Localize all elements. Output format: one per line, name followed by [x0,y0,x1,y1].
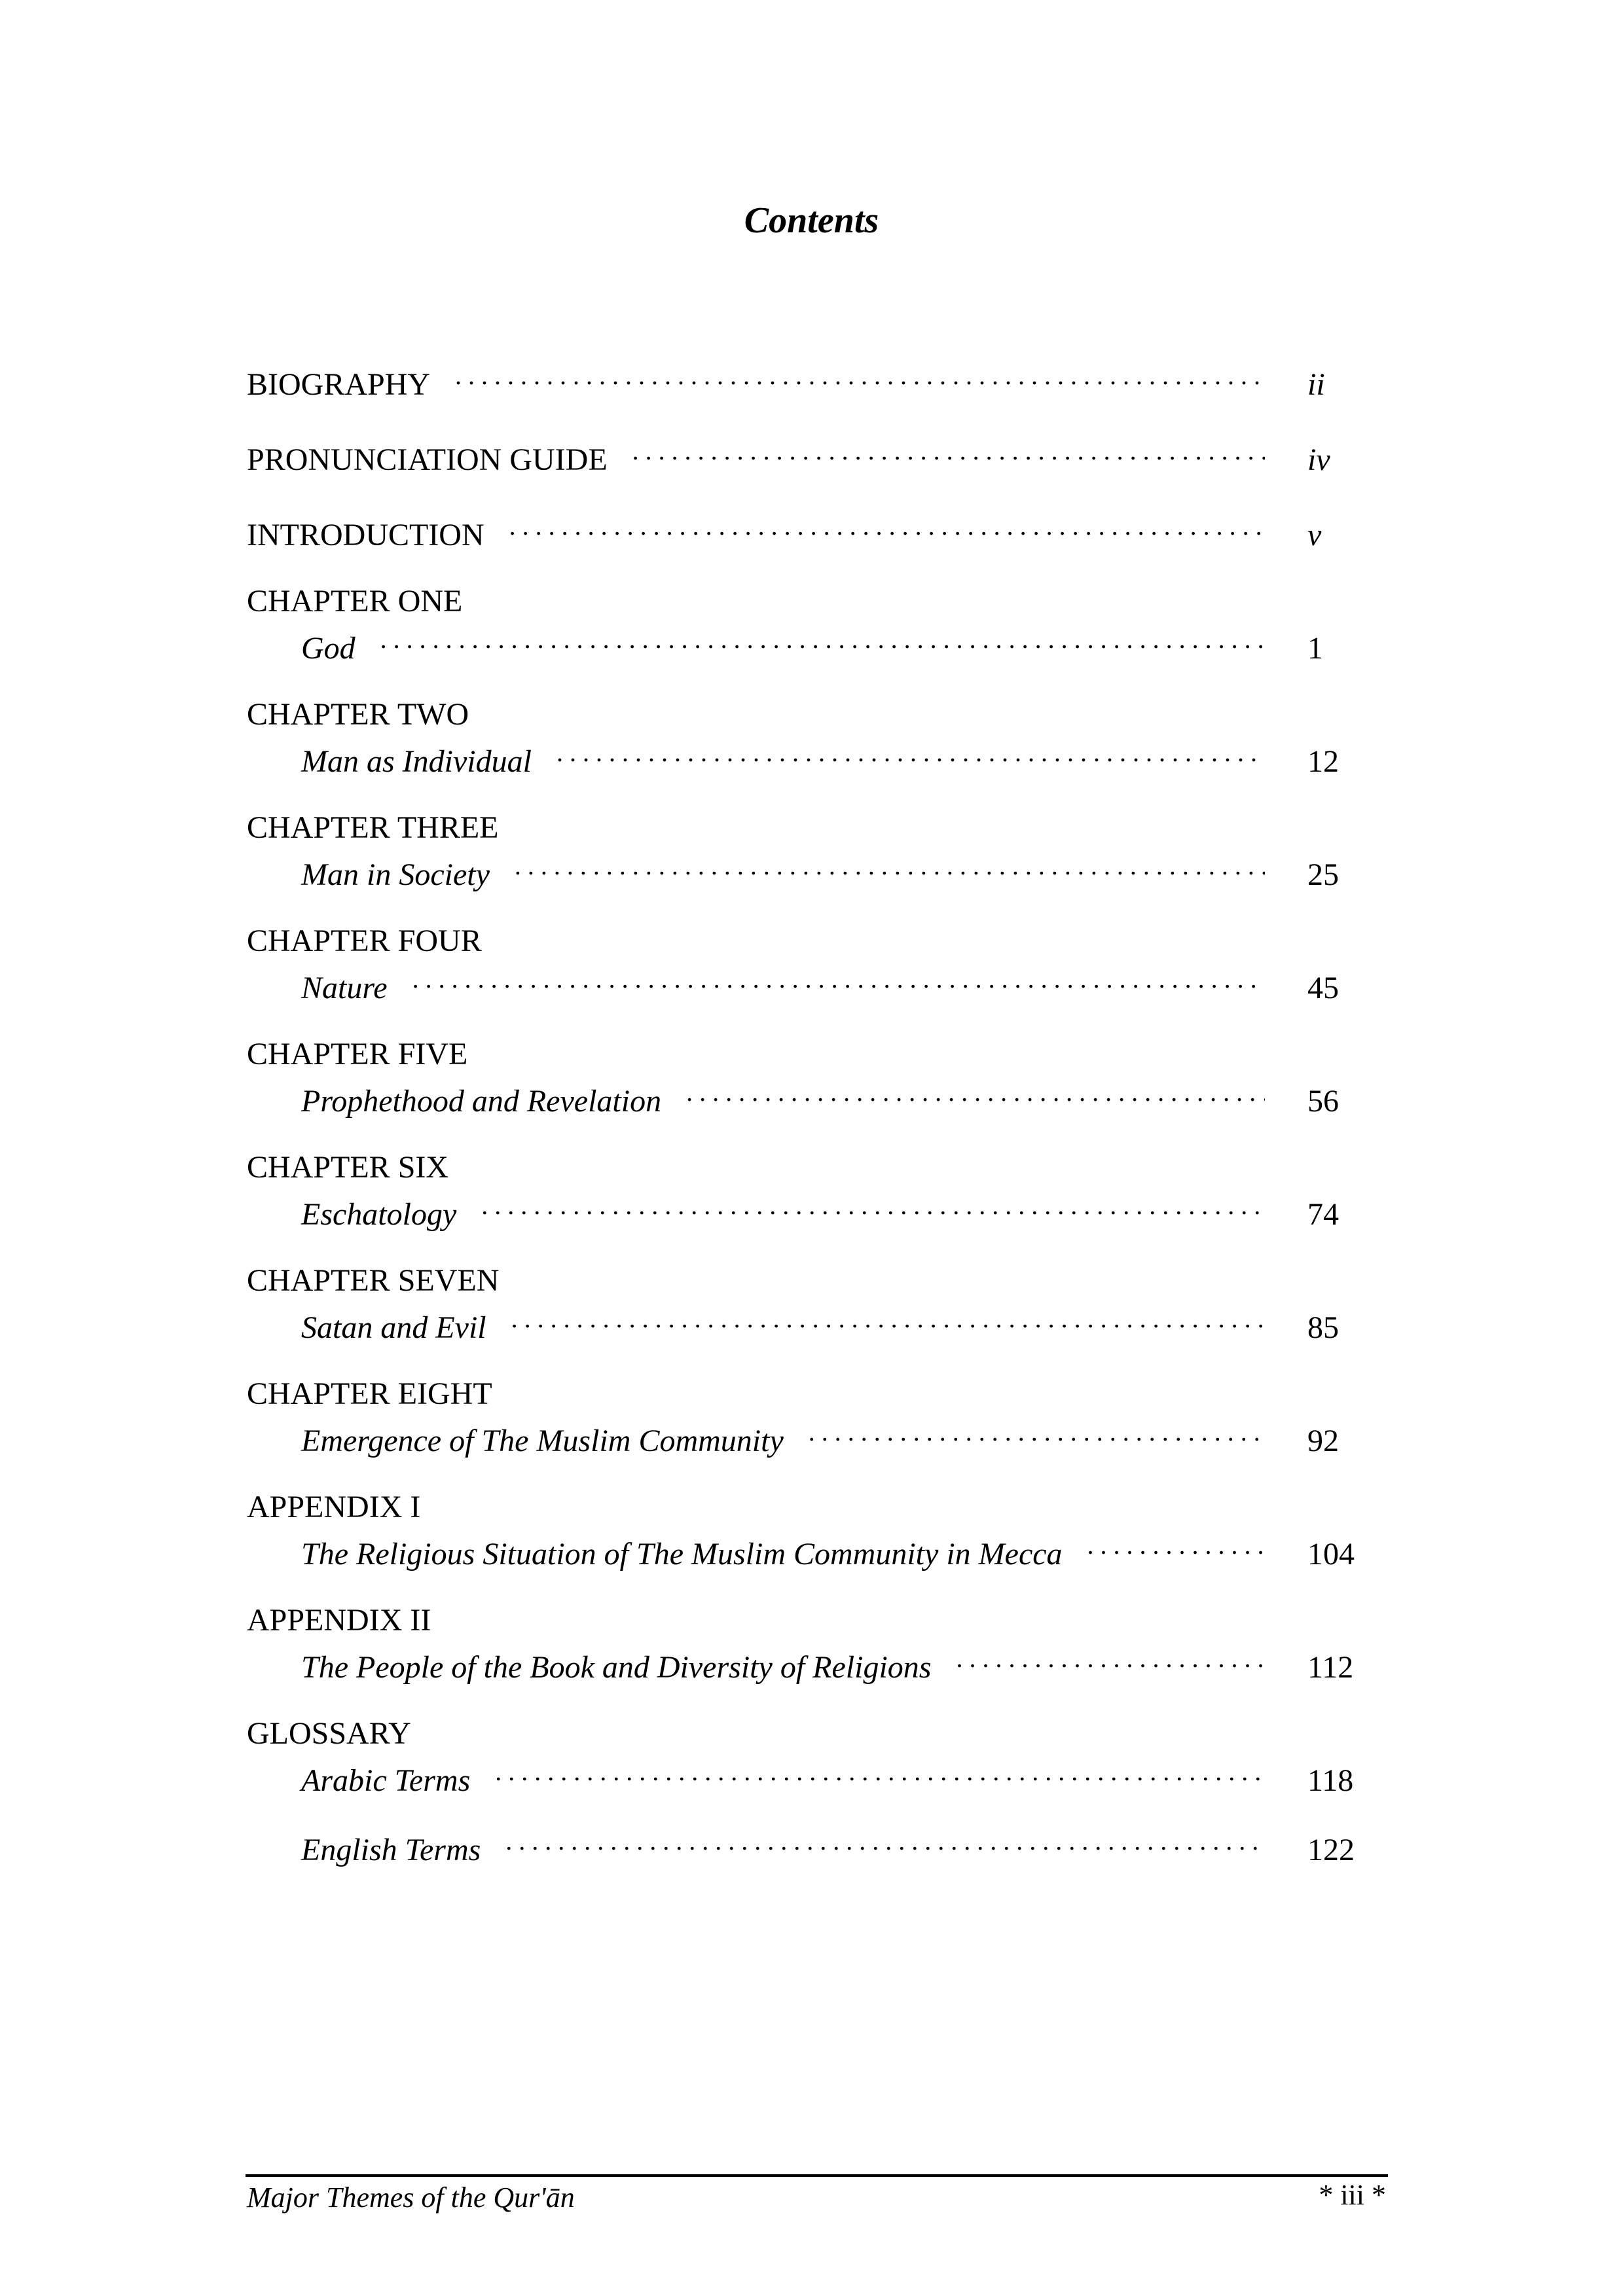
dot-leader [455,357,1265,395]
toc-entry-chapter-six [247,1149,1386,1232]
toc-subtitle: English Terms [301,1833,481,1867]
toc-row [247,847,1386,892]
toc-subtitle: Eschatology [301,1197,457,1232]
toc-heading: BIOGRAPHY [247,367,431,402]
toc-heading: INTRODUCTION [247,518,484,552]
toc-entry-chapter-five [247,1035,1386,1119]
dot-leader [956,1640,1265,1677]
toc-page-number: 74 [1307,1197,1339,1232]
footer-page-number: * iii * [1319,2179,1386,2211]
toc-page-number: 104 [1307,1537,1355,1571]
toc-page-number: 45 [1307,971,1339,1005]
toc-entry-chapter-four [247,922,1386,1005]
dot-leader [1087,1526,1265,1564]
toc-subtitle: Arabic Terms [301,1763,471,1798]
toc-heading: PRONUNCIATION GUIDE [247,442,608,477]
toc-page-number: 12 [1307,744,1339,779]
toc-subtitle: Prophethood and Revelation [301,1084,662,1119]
toc-heading: CHAPTER EIGHT [247,1376,492,1411]
toc-row [247,1073,1386,1119]
toc-heading: APPENDIX II [247,1603,431,1638]
toc-entry-chapter-two [247,696,1386,779]
toc-row [247,1413,1386,1458]
toc-row [247,734,1386,779]
toc-entry-english-terms [247,1822,1386,1867]
toc-subtitle: Man as Individual [301,744,532,779]
toc-subtitle: Man in Society [301,857,490,892]
toc-entry-chapter-one [247,583,1386,666]
toc-page-number: 92 [1307,1424,1339,1458]
toc-heading: CHAPTER TWO [247,697,469,732]
toc-row [247,357,1386,402]
dot-leader [380,620,1265,658]
toc-row [247,432,1386,477]
toc-row [247,1640,1386,1685]
dot-leader [509,507,1265,545]
dot-leader [556,734,1265,772]
toc-page-number: 1 [1307,631,1323,666]
toc-entry-chapter-seven [247,1262,1386,1345]
footer-book-title: Major Themes of the Qur'ān [247,2181,575,2214]
toc-heading: CHAPTER FIVE [247,1037,468,1071]
dot-leader [515,847,1265,885]
dot-leader [481,1187,1265,1225]
toc-page-number: 85 [1307,1310,1339,1345]
toc-page-number: 112 [1307,1650,1354,1685]
toc-row [247,1187,1386,1232]
dot-leader [495,1753,1265,1791]
toc-subtitle: The People of the Book and Diversity of Religions [301,1650,932,1685]
footer-divider [246,2174,1388,2177]
toc-entry-appendix-i [247,1488,1386,1571]
dot-leader [511,1300,1265,1338]
toc-heading: CHAPTER ONE [247,584,463,619]
toc-entry-appendix-ii [247,1602,1386,1685]
table-of-contents [247,357,1386,1897]
toc-heading: CHAPTER FOUR [247,924,482,958]
toc-entry-glossary [247,1715,1386,1798]
toc-entry-chapter-eight [247,1375,1386,1458]
toc-row [247,960,1386,1005]
toc-subtitle: The Religious Situation of The Muslim Community in Mecca [301,1537,1063,1571]
toc-page-number: iv [1307,442,1330,477]
toc-entry-biography [247,357,1386,402]
toc-page-number: 122 [1307,1833,1355,1867]
dot-leader [505,1822,1265,1860]
toc-entry-introduction [247,507,1386,552]
toc-heading: CHAPTER SEVEN [247,1263,500,1298]
toc-page-number: 56 [1307,1084,1339,1119]
toc-heading: APPENDIX I [247,1490,421,1524]
toc-page-number: 118 [1307,1763,1354,1798]
toc-row [247,620,1386,666]
toc-entry-chapter-three [247,809,1386,892]
dot-leader [632,432,1265,470]
dot-leader [412,960,1265,998]
toc-page-number: ii [1307,367,1325,402]
toc-row [247,1300,1386,1345]
toc-heading: CHAPTER SIX [247,1150,449,1185]
dot-leader [809,1413,1265,1451]
dot-leader [686,1073,1265,1111]
toc-subtitle: Satan and Evil [301,1310,486,1345]
toc-page-number: v [1307,518,1322,552]
toc-subtitle: Emergence of The Muslim Community [301,1424,784,1458]
toc-subtitle: Nature [301,971,388,1005]
toc-subtitle: God [301,631,356,666]
page-title: Contents [744,200,879,241]
toc-heading: GLOSSARY [247,1716,411,1751]
toc-row [247,1822,1386,1867]
toc-heading: CHAPTER THREE [247,810,499,845]
toc-entry-pronunciation-guide [247,432,1386,477]
toc-page-number: 25 [1307,857,1339,892]
toc-row [247,507,1386,552]
toc-row [247,1526,1386,1571]
toc-row [247,1753,1386,1798]
